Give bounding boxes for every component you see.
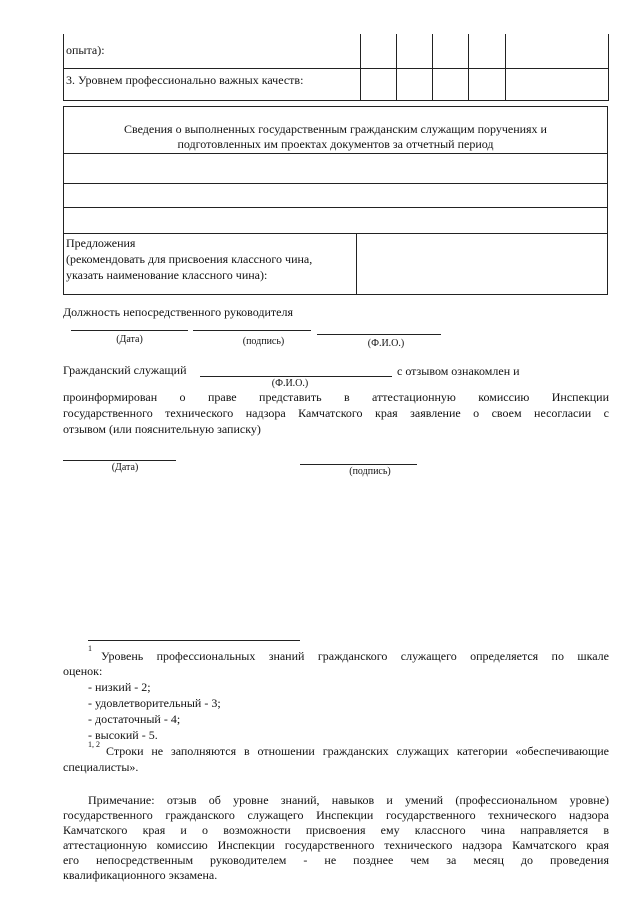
proposal-line2: (рекомендовать для присвоения классного чина, <box>66 252 313 266</box>
info-table-header-line2: подготовленных им проектах документов за отчетный период <box>177 137 494 151</box>
scale-item-low: - низкий - 2; <box>88 680 151 694</box>
manager-fio-line <box>317 334 441 335</box>
manager-date-caption: (Дата) <box>116 334 143 345</box>
servant-date-caption: (Дата) <box>111 462 139 473</box>
note-line3: Камчатского края и о возможности присвоения ему классного чина направляется в <box>63 823 609 837</box>
scale-item-satisfactory: - удовлетворительный - 3; <box>88 696 221 710</box>
footnote1-line1: Уровень профессиональных знаний гражданского служащего определяется по шкале <box>101 649 609 663</box>
note-line5: его непосредственным руководителем - не позднее чем за месяц до проведения <box>63 853 609 867</box>
servant-line4: отзывом (или пояснительную записку) <box>63 422 261 436</box>
servant-line1-suffix: с отзывом ознакомлен и <box>397 364 520 378</box>
servant-fio-line <box>200 376 392 377</box>
proposal-label: Предложения <box>66 236 136 250</box>
note-line1: Примечание: отзыв об уровне знаний, навыков и умений (профессиональном уровне) <box>88 793 609 807</box>
servant-line2: проинформирован о праве представить в аттестационную комиссию Инспекции <box>63 390 609 404</box>
note-line2: государственного гражданского служащего Инспекции государственного технического надзора <box>63 808 609 822</box>
proposal-line3: указать наименование классного чина): <box>66 268 268 282</box>
footnote1-mark: 1 <box>88 644 92 653</box>
footnote2-marks: 1, 2 <box>88 740 100 749</box>
footnote2-line2: специалисты». <box>63 760 139 774</box>
manager-sign-line <box>193 330 311 331</box>
info-table-header-line1: Сведения о выполненных государственным гражданским служащим поручениях и <box>124 122 547 136</box>
top-table-row1-label: опыта): <box>66 43 105 57</box>
manager-fio-caption: (Ф.И.О.) <box>367 338 405 349</box>
servant-line3: государственного технического надзора Камчатского края заявление о своем несогласии с <box>63 406 609 420</box>
servant-sign-caption: (подпись) <box>349 466 391 477</box>
manager-sign-caption: (подпись) <box>242 336 285 347</box>
manager-date-line <box>71 330 188 331</box>
scale-item-sufficient: - достаточный - 4; <box>88 712 181 726</box>
top-table-row2-label: 3. Уровнем профессионально важных качеств: <box>66 73 304 87</box>
manager-title: Должность непосредственного руководителя <box>63 305 294 319</box>
note-line6: квалификационного экзамена. <box>63 868 218 882</box>
scale-item-high: - высокий - 5. <box>88 728 158 742</box>
footnote-separator <box>88 640 300 641</box>
footnote1-line2: оценок: <box>63 664 103 678</box>
note-line4: аттестационную комиссию Инспекции государственного технического надзора Камчатского края <box>63 838 609 852</box>
servant-sign-line <box>300 464 417 465</box>
servant-fio-caption: (Ф.И.О.) <box>271 378 309 389</box>
servant-date-line <box>63 460 176 461</box>
servant-line1-prefix: Гражданский служащий <box>63 363 187 377</box>
footnote2-line1: Строки не заполняются в отношении гражданских служащих категории «обеспечивающие <box>106 744 609 758</box>
